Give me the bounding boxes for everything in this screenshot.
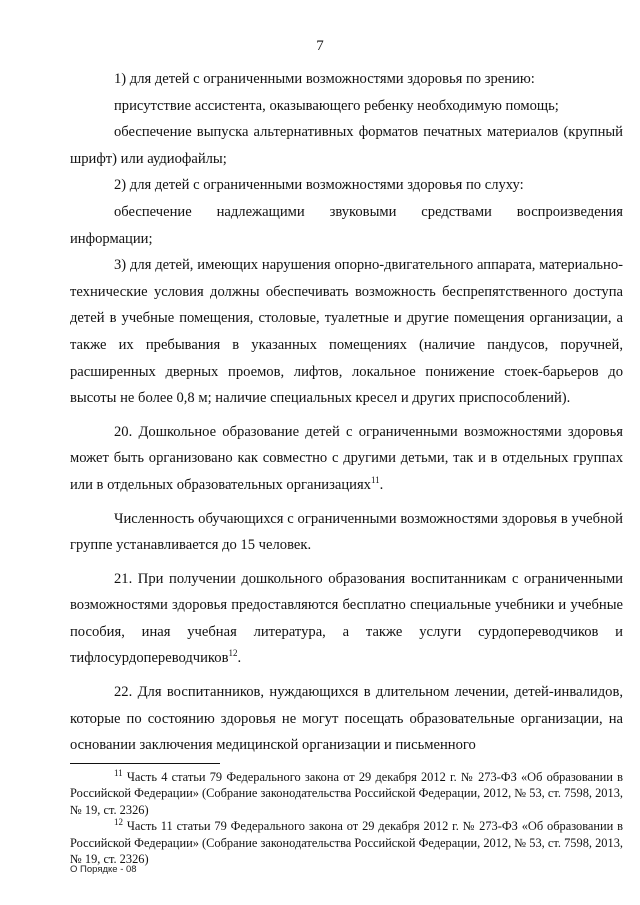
page-number: 7 (316, 38, 324, 54)
document-body (70, 66, 623, 759)
paragraph-item-20: 20. Дошкольное образование детей с ограниченными возможностями здоровья может быть организовано как совместно с другими детьми, так и в отдельных группах или в отдельных образовательных организациях$^{11}$. (70, 423, 623, 493)
paragraph-hearing: 2) для детей с ограниченными возможностями здоровья по слуху: (114, 177, 524, 194)
paragraph-musculoskeletal: 3) для детей, имеющих нарушения опорно-двигательного аппарата, материально-технические условия должны обеспечивать возможность беспрепятственного доступа детей в учебные помещения, столовые, туалетные и другие помещения организации, а также их пребывания в указанных помещениях (наличие пандусов, поручней, расширенных дверных проемов, лифтов, локальное понижение стоек-барьеров до высоты не более 0,8 м; наличие специальных кресел и других приспособлений). (70, 257, 623, 407)
paragraph-item-21: 21. При получении дошкольного образования воспитанникам с ограниченными возможностями здоровья предоставляются бесплатно специальные учебники и учебные пособия, иная учебная литература, а также услуги сурдопереводчиков и тифлосурдопереводчиков$^{12}$. (70, 570, 623, 667)
paragraph-item-20-text: 20. Дошкольное образование детей с ограниченными возможностями здоровья может быть организовано как совместно с другими детьми, так и в отдельных группах или в отдельных образовательных организациях (70, 423, 623, 493)
footnote-ref-12: 12 (228, 648, 238, 659)
footnote-11 (70, 769, 623, 818)
paragraph-sound-means: обеспечение надлежащими звуковыми средствами воспроизведения информации; (70, 203, 623, 247)
footnote-12-number: 12 (114, 817, 123, 828)
paragraph-vision: 1) для детей с ограниченными возможностями здоровья по зрению: (114, 71, 535, 87)
footnote-12-text: Часть 11 статьи 79 Федерального закона от 29 декабря 2012 г. № 273-ФЗ «Об образовании в Российской Федерации» (Собрание законодательства Российской Федерации, 2012, № 53, ст. 7598, 2013, № 19, ст. 2326) (70, 819, 623, 867)
paragraph-group-size: Численность обучающихся с ограниченными возможностями здоровья в учебной группе устанавливается до 15 человек. (70, 510, 623, 554)
document-footer-label: О Порядке - 08 (70, 864, 137, 875)
footnotes (70, 769, 623, 867)
footnote-divider (70, 763, 220, 764)
footnote-ref-11: 11 (370, 475, 380, 486)
footnote-11-text: Часть 4 статьи 79 Федерального закона от 29 декабря 2012 г. № 273-ФЗ «Об образовании в Российской Федерации» (Собрание законодательства Российской Федерации, 2012, № 53, ст. 7598, 2013, № 19, ст. 2326) (70, 770, 623, 817)
footnote-12 (70, 818, 623, 867)
paragraph-item-21-text: 21. При получении дошкольного образования воспитанникам с ограниченными возможностями здоровья предоставляются бесплатно специальные учебники и учебные пособия, иная учебная литература, а также услуги сурдопереводчиков и тифлосурдопереводчиков (70, 570, 623, 667)
footnote-11-number: 11 (114, 767, 123, 778)
paragraph-assistant: присутствие ассистента, оказывающего ребенку необходимую помощь; (114, 97, 559, 114)
paragraph-alt-formats: обеспечение выпуска альтернативных форматов печатных материалов (крупный шрифт) или аудиофайлы; (70, 124, 623, 167)
paragraph-item-22: 22. Для воспитанников, нуждающихся в длительном лечении, детей-инвалидов, которые по состоянию здоровья не могут посещать образовательные организации, на основании заключения медицинской организации и письменного (70, 684, 623, 754)
